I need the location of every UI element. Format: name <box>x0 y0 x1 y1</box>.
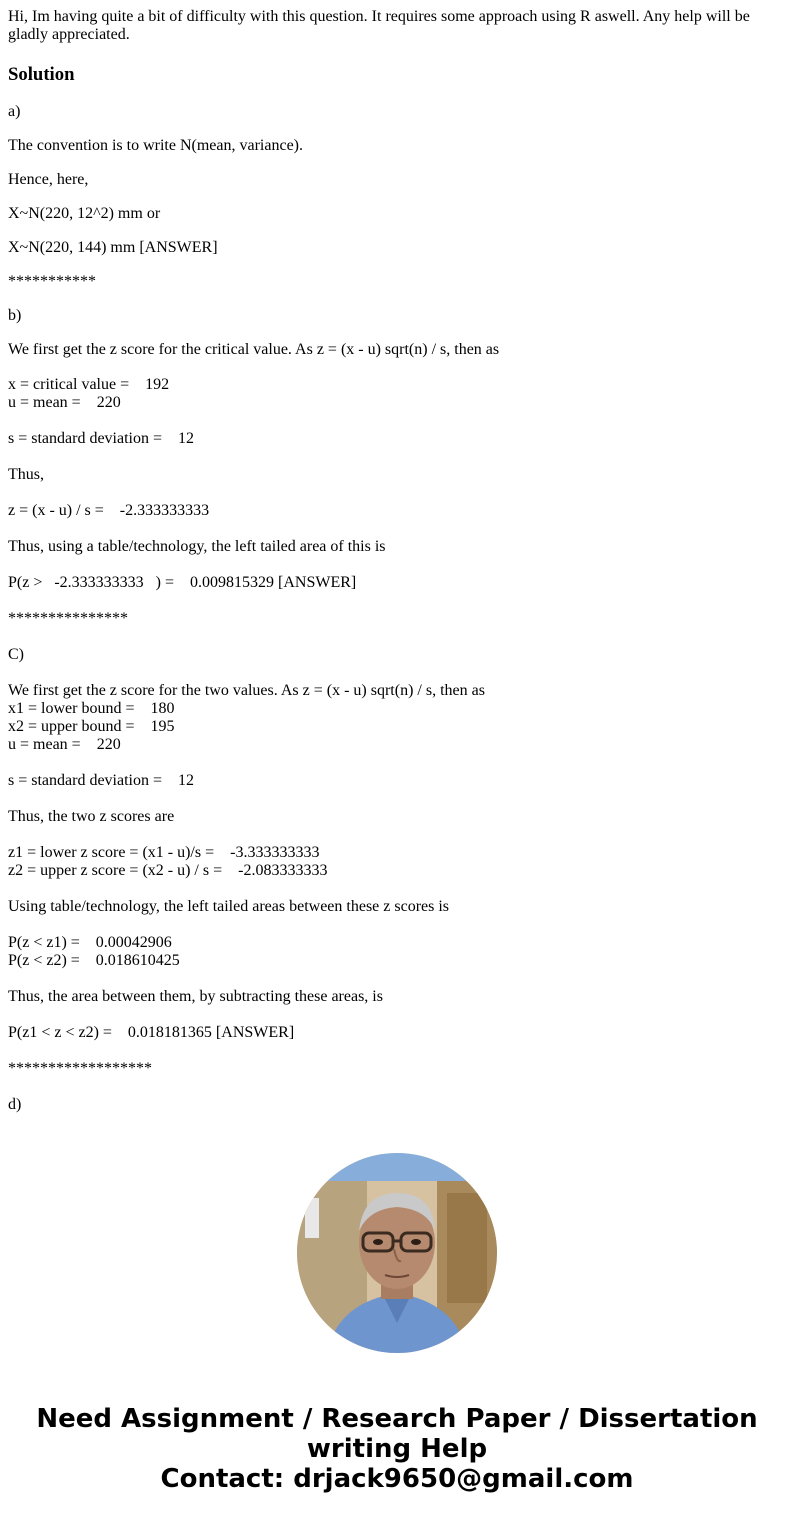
solution-line: X~N(220, 12^2) mm or <box>8 205 161 222</box>
solution-line: Thus, using a table/technology, the left tailed area of this is <box>8 538 386 555</box>
solution-line: We first get the z score for the two values. As z = (x - u) sqrt(n) / s, then as <box>8 682 485 699</box>
document-body <box>8 8 778 1114</box>
author-avatar <box>297 1153 497 1353</box>
question-text: Hi, Im having quite a bit of difficulty with this question. It requires some approach using R aswell. Any help will be gladly appreciated. <box>8 8 750 43</box>
solution-line: z1 = lower z score = (x1 - u)/s = -3.333333333 <box>8 844 320 861</box>
solution-line: Using table/technology, the left tailed areas between these z scores is <box>8 898 450 915</box>
solution-line: x1 = lower bound = 180 <box>8 700 175 717</box>
promo-footer <box>0 1404 794 1494</box>
solution-line: s = standard deviation = 12 <box>8 772 195 789</box>
solution-line: d) <box>8 1096 22 1113</box>
contact-line: Contact: drjack9650@gmail.com <box>160 1464 634 1494</box>
solution-lines <box>8 103 778 1114</box>
solution-line: z = (x - u) / s = -2.333333333 <box>8 502 210 519</box>
solution-line: Hence, here, <box>8 171 89 188</box>
solution-line: P(z > -2.333333333 ) = 0.009815329 [ANSWER] <box>8 574 357 591</box>
solution-line: a) <box>8 103 21 120</box>
solution-line: b) <box>8 307 22 324</box>
solution-line: x2 = upper bound = 195 <box>8 718 175 735</box>
promo-line-1: Need Assignment / Research Paper / Dissertation <box>36 1404 758 1434</box>
solution-line: Thus, <box>8 466 44 483</box>
solution-line: Thus, the two z scores are <box>8 808 175 825</box>
solution-line: We first get the z score for the critical value. As z = (x - u) sqrt(n) / s, then as <box>8 341 500 358</box>
solution-line: s = standard deviation = 12 <box>8 430 195 447</box>
solution-line: *********** <box>8 273 96 290</box>
solution-line: ****************** <box>8 1060 152 1077</box>
solution-line: Thus, the area between them, by subtracting these areas, is <box>8 988 383 1005</box>
solution-line: u = mean = 220 <box>8 394 121 411</box>
solution-line: P(z < z1) = 0.00042906 <box>8 934 172 951</box>
solution-line: C) <box>8 646 24 663</box>
solution-line: X~N(220, 144) mm [ANSWER] <box>8 239 218 256</box>
solution-line: P(z < z2) = 0.018610425 <box>8 952 180 969</box>
promo-line-2: writing Help <box>306 1434 488 1464</box>
solution-line: z2 = upper z score = (x2 - u) / s = -2.083333333 <box>8 862 328 879</box>
solution-line: P(z1 < z < z2) = 0.018181365 [ANSWER] <box>8 1024 295 1041</box>
solution-line: u = mean = 220 <box>8 736 121 753</box>
solution-line: *************** <box>8 610 128 627</box>
solution-heading: Solution <box>8 64 75 85</box>
solution-line: x = critical value = 192 <box>8 376 170 393</box>
author-photo-icon <box>297 1153 497 1353</box>
solution-line: The convention is to write N(mean, variance). <box>8 137 303 154</box>
